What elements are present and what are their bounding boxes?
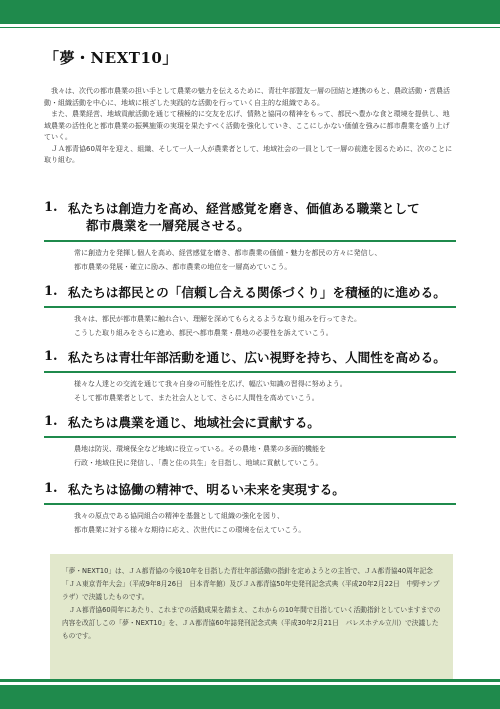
note-box	[50, 554, 453, 682]
principle-description: 我々の原点である協同組合の精神を基盤として組織の強化を図り、 都市農業に対する様々な期待に応え、次世代にこの環境を伝えていこう。	[74, 512, 306, 534]
intro-paragraph: また、農業経営、地域貢献活動を通じて積極的に交友を広げ、情熱と協同の精神をもって、都民へ豊かな食と環境を提供し、地域農業の活性化と都市農業の振興施策の実現を果たすべく活動を強化していき、ここにしかない価値を強みに都市農業を盛り上げていく。	[44, 110, 450, 141]
principle-number: 1.	[44, 414, 58, 429]
page-title: 「夢・NEXT10」	[44, 49, 178, 67]
principle-number: 1.	[44, 481, 58, 496]
top-banner	[0, 0, 500, 28]
principle-number: 1.	[44, 284, 58, 299]
principle-description: 農地は防災、環境保全など地域に役立っている。その農地・農業の多面的機能を 行政・地域住民に発信し、「農と住の共生」を目指し、地域に貢献していこう。	[74, 445, 326, 467]
principle-5	[44, 481, 464, 534]
principle-description: 様々な人達との交流を通じて我々自身の可能性を広げ、幅広い知識の習得に努めよう。 そして都市農業者として、また社会人として、さらに人間性を高めていこう。	[74, 380, 347, 402]
principle-number: 1.	[44, 200, 58, 215]
principle-heading: 私たちは青壮年部活動を通じ、広い視野を持ち、人間性を高める。	[68, 350, 446, 365]
intro-text	[44, 86, 456, 167]
note-paragraph: ＪＡ都青協60周年にあたり、これまでの活動成果を踏まえ、これからの10年間で目指していく活動指針としていますまでの内容を改訂しこの「夢・NEXT10」を、ＪＡ都青協60年誌発刊記念式典（平成30年2月21日 パレスホテル立川）で決議したものです。	[62, 606, 441, 640]
principle-rule	[44, 436, 456, 438]
intro-paragraph: ＪＡ都青協60周年を迎え、組織、そして一人一人が農業者として、地域社会の一員として一層の前進を図るために、次のことに取り組む。	[44, 144, 453, 164]
principle-2	[44, 284, 464, 337]
note-paragraph: 「夢・NEXT10」は、ＪＡ都青協の今後10年を目指した青壮年部活動の指針を定めようとの主旨で、ＪＡ都青協40周年記念「ＪＡ東京青年大会」（平成9年8月26日 日本青年館）及びＪＡ都青協50年史発刊記念式典（平成20年2月22日 中野サンプラザ）で決議したものです。	[62, 567, 440, 601]
principle-1	[44, 200, 464, 271]
principle-description: 常に創造力を発揮し個人を高め、経営感覚を磨き、都市農業の価値・魅力を都民の方々に発信し、 都市農業の発展・確立に励み、都市農業の地位を一層高めていこう。	[74, 249, 382, 271]
principle-number: 1.	[44, 349, 58, 364]
principle-heading: 私たちは創造力を高め、経営感覚を磨き、価値ある職業として	[68, 201, 420, 216]
principle-rule	[44, 503, 456, 505]
principle-heading: 私たちは都民との「信頼し合える関係づくり」を積極的に進める。	[68, 285, 446, 300]
principle-rule	[44, 306, 456, 308]
bottom-banner	[0, 679, 500, 709]
principle-heading: 都市農業を一層発展させる。	[86, 218, 250, 233]
principle-4	[44, 414, 464, 467]
principle-rule	[44, 240, 456, 242]
principle-rule	[44, 371, 456, 373]
principle-3	[44, 349, 464, 402]
principle-heading: 私たちは農業を通じ、地域社会に貢献する。	[68, 415, 320, 430]
principle-heading: 私たちは協働の精神で、明るい未来を実現する。	[68, 482, 345, 497]
principle-description: 我々は、都民が都市農業に触れ合い、理解を深めてもらえるような取り組みを行ってきた。 こうした取り組みをさらに進め、都民へ都市農業・農地の必要性を訴えていこう。	[74, 315, 361, 337]
intro-paragraph: 我々は、次代の都市農業の担い手として農業の魅力を伝えるために、青壮年部盟友一層の団結と連携のもと、農政活動・営農活動・組織活動を中心に、地域に根ざした実践的な活動を行っていく自主的な組織である。	[44, 87, 450, 107]
